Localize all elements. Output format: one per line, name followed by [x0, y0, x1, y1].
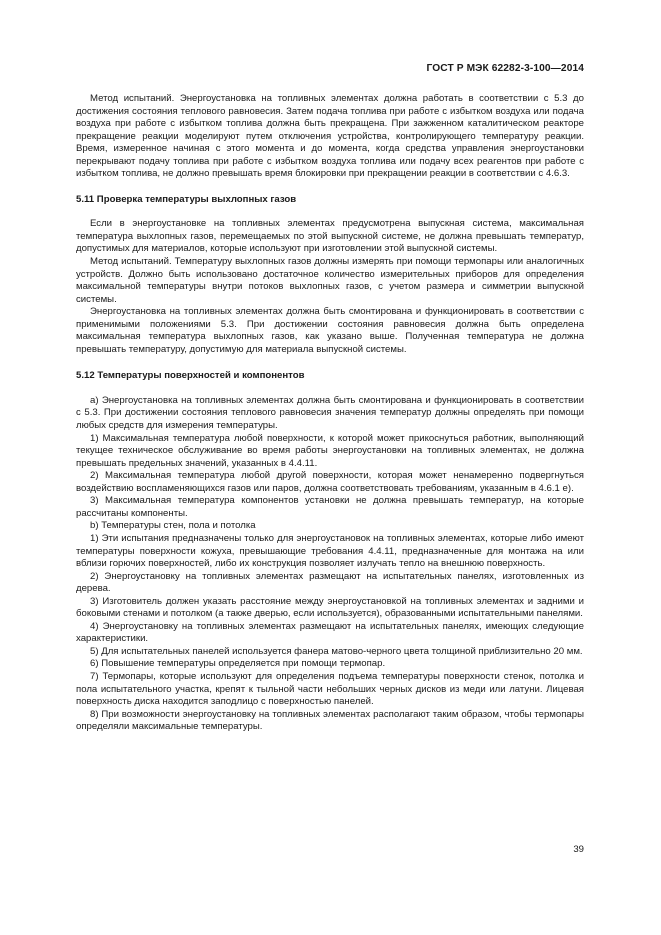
section-5-12-paragraph: 6) Повышение температуры определяется при помощи термопар. [90, 658, 386, 670]
section-5-12-paragraph: a) Энергоустановка на топливных элементах должна быть смонтирована и функционировать в соответствии с 5.3. При достижении состояния теплового равновесия значения температур должны определять при помощи любых средств для измерения температуры. [76, 394, 584, 432]
section-5-12-paragraph: 1) Эти испытания предназначены только для энергоустановок на топливных элементах, которые либо имеют температуры поверхности кожуха, превышающие требования 4.4.11, предназначенные для монтажа на или вблизи горючих поверхностей, либо их конструкция позволяет излучать тепло на внешнюю поверхность. [76, 532, 584, 570]
section-5-12-heading: 5.12 Температуры поверхностей и компонентов [76, 370, 305, 382]
section-5-11-paragraph: Метод испытаний. Температуру выхлопных газов должны измерять при помощи термопары или аналогичных устройств. Должно быть использовано достаточное количество измерительных приборов для определения максимальной температуры внутри потоков выхлопных газов, с учетом размера и симметрии выпускной системы. [76, 256, 584, 305]
section-5-12-paragraph: 5) Для испытательных панелей используется фанера матово-черного цвета толщиной приблизительно 20 мм. [90, 645, 583, 657]
section-5-12-paragraph: 3) Максимальная температура компонентов установки не должна превышать температур, на которые рассчитаны компоненты. [76, 495, 584, 519]
section-5-11-paragraph: Энергоустановка на топливных элементах должна быть смонтирована и функционировать в соответствии с применимыми положениями 5.3. При достижении состояния равновесия должна быть определена максимальная температура выхлопных газов, как указано выше. Полученная температура не должна превышать температуру, допустимую для материала выпускной системы. [76, 306, 584, 355]
section-5-12-paragraph: 7) Термопары, которые используют для определения подъема температуры поверхности стенок, потолка и пола испытательного участка, крепят к тыльной части небольших черных дисков из меди или латуни. Лицевая поверхность диска находится заподлицо с поверхностью панелей. [76, 670, 584, 708]
section-5-11-paragraph: Если в энергоустановке на топливных элементах предусмотрена выпускная система, максимальная температура выхлопных газов, перемещаемых по этой выпускной системе, не должна превышать температур, допустимых для материалов, которые используют при изготовлении этой выпускной системы. [76, 218, 584, 255]
section-5-11-heading: 5.11 Проверка температуры выхлопных газов [76, 193, 297, 205]
section-5-12-paragraph: 3) Изготовитель должен указать расстояние между энергоустановкой на топливных элементах и задними и боковыми стенами и потолком (а также дверью, если используется), образованными испытательными панелями. [76, 595, 584, 620]
section-5-12-paragraph: 2) Энергоустановку на топливных элементах размещают на испытательных панелях, изготовленных из дерева. [76, 570, 584, 595]
intro-paragraph: Метод испытаний. Энергоустановка на топливных элементах должна работать в соответствии с 5.3 до достижения состояния теплового равновесия. Затем подача топлива при работе с избытком воздуха или подача воздуха при работе с избытком топлива должна быть прекращена. При зажженном каталитическом реакторе прекращение реакции моделируют путем отключения устройства, контролирующего температуру реакции. Время, измеренное начиная с этого момента и до момента, когда средства управления энергоустановки перекрывают подачу топлива при работе с избытком воздуха топлива или подачу всех реагентов при работе с избытком топлива, не должно превышать время блокировки при прекращении реакции в соответствии с 4.6.3. [76, 93, 584, 180]
standard-designation: ГОСТ Р МЭК 62282-3-100—2014 [426, 63, 584, 74]
section-5-12-paragraph: 2) Максимальная температура любой другой поверхности, которая может ненамеренно подвергнуться воздействию воспламеняющихся газов или паров, должна соответствовать требованиям, указанным в 4.6.1 е). [76, 470, 584, 494]
section-5-12-paragraph: 8) При возможности энергоустановку на топливных элементах располагают таким образом, чтобы термопары определяли максимальные температуры. [76, 708, 584, 733]
page-body [76, 93, 584, 734]
section-5-12-paragraph: 1) Максимальная температура любой поверхности, к которой может прикоснуться работник, выполняющий текущее техническое обслуживание во время работы энергоустановки на топливных элементах, не должна превышать предельных значений, указанных в 4.4.11. [76, 432, 584, 469]
page-number: 39 [573, 844, 584, 855]
section-5-12-paragraph: b) Температуры стен, пола и потолка [90, 520, 256, 532]
section-5-12-paragraph: 4) Энергоустановку на топливных элементах размещают на испытательных панелях, имеющих следующие характеристики. [76, 620, 584, 645]
